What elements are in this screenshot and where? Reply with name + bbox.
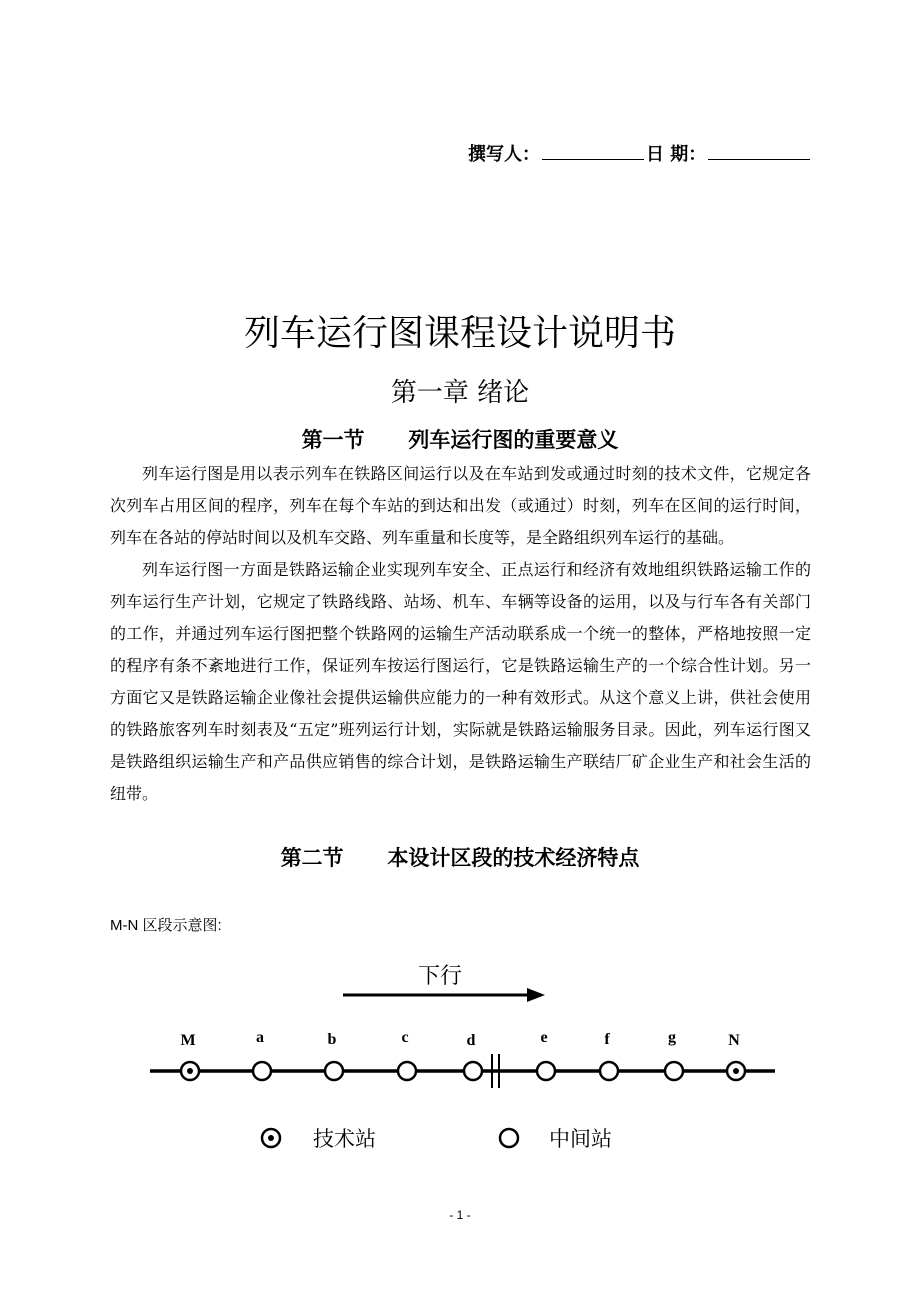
legend-intermediate-label: 中间站 (549, 1127, 612, 1151)
station-N-label: N (728, 1032, 740, 1049)
date-blank (708, 145, 810, 160)
station-f-label: f (604, 1031, 610, 1048)
section-1-heading: 第一节 列车运行图的重要意义 (301, 428, 619, 452)
station-d-label: d (466, 1032, 476, 1049)
author-blank (542, 145, 644, 160)
chapter-heading: 第一章 绪论 (390, 378, 530, 408)
author-date-line (468, 140, 812, 166)
station-g-marker (665, 1062, 683, 1080)
station-g-label: g (668, 1029, 676, 1046)
legend-technical-label: 技术站 (313, 1127, 376, 1151)
legend (262, 1127, 612, 1151)
paragraph-1: 列车运行图是用以表示列车在铁路区间运行以及在车站到发或通过时刻的技术文件，它规定各次列车占用区间的程序，列车在每个车站的到达和出发（或通过）时刻，列车在区间的运行时间，列车在各站的停站时间以及机车交路、列车重量和长度等，是全路组织列车运行的基础。 (110, 464, 811, 547)
station-b-marker (325, 1062, 343, 1080)
figure-label: M-N 区段示意图: (110, 917, 222, 934)
station-M-label: M (180, 1032, 196, 1049)
direction-arrow-head (527, 988, 545, 1002)
date-label: 日 期： (646, 144, 707, 165)
station-e-marker (537, 1062, 555, 1080)
station-c-marker (398, 1062, 416, 1080)
page-number: - 1 - (449, 1208, 471, 1222)
station-f-marker (600, 1062, 618, 1080)
direction-label: 下行 (417, 964, 463, 989)
section-2-heading: 第二节 本设计区段的技术经济特点 (280, 846, 640, 870)
station-a-marker (253, 1062, 271, 1080)
station-M-technical-dot (187, 1068, 193, 1074)
legend-technical-dot (268, 1135, 274, 1141)
station-N-technical-dot (733, 1068, 739, 1074)
author-label: 撰写人： (468, 144, 540, 165)
station-a-label: a (256, 1029, 264, 1046)
station-d-marker (464, 1062, 482, 1080)
station-e-label: e (540, 1029, 548, 1046)
section-diagram (0, 950, 920, 1190)
paragraph-2: 列车运行图一方面是铁路运输企业实现列车安全、正点运行和经济有效地组织铁路运输工作的列车运行生产计划，它规定了铁路线路、站场、机车、车辆等设备的运用，以及与行车各有关部门的工作，并通过列车运行图把整个铁路网的运输生产活动联系成一个统一的整体，严格地按照一定的程序有条不紊地进行工作，保证列车按运行图运行，它是铁路运输生产的一个综合性计划。另一方面它又是铁路运输企业像社会提供运输供应能力的一种有效形式。从这个意义上讲，供社会使用的铁路旅客列车时刻表及“五定”班列运行计划，实际就是铁路运输服务目录。因此，列车运行图又是铁路组织运输生产和产品供应销售的综合计划，是铁路运输生产联结厂矿企业生产和社会生活的纽带。 (110, 560, 811, 803)
station-b-label: b (327, 1031, 337, 1048)
legend-intermediate-icon (500, 1129, 518, 1147)
document-title: 列车运行图课程设计说明书 (243, 313, 676, 354)
station-c-label: c (401, 1029, 409, 1046)
